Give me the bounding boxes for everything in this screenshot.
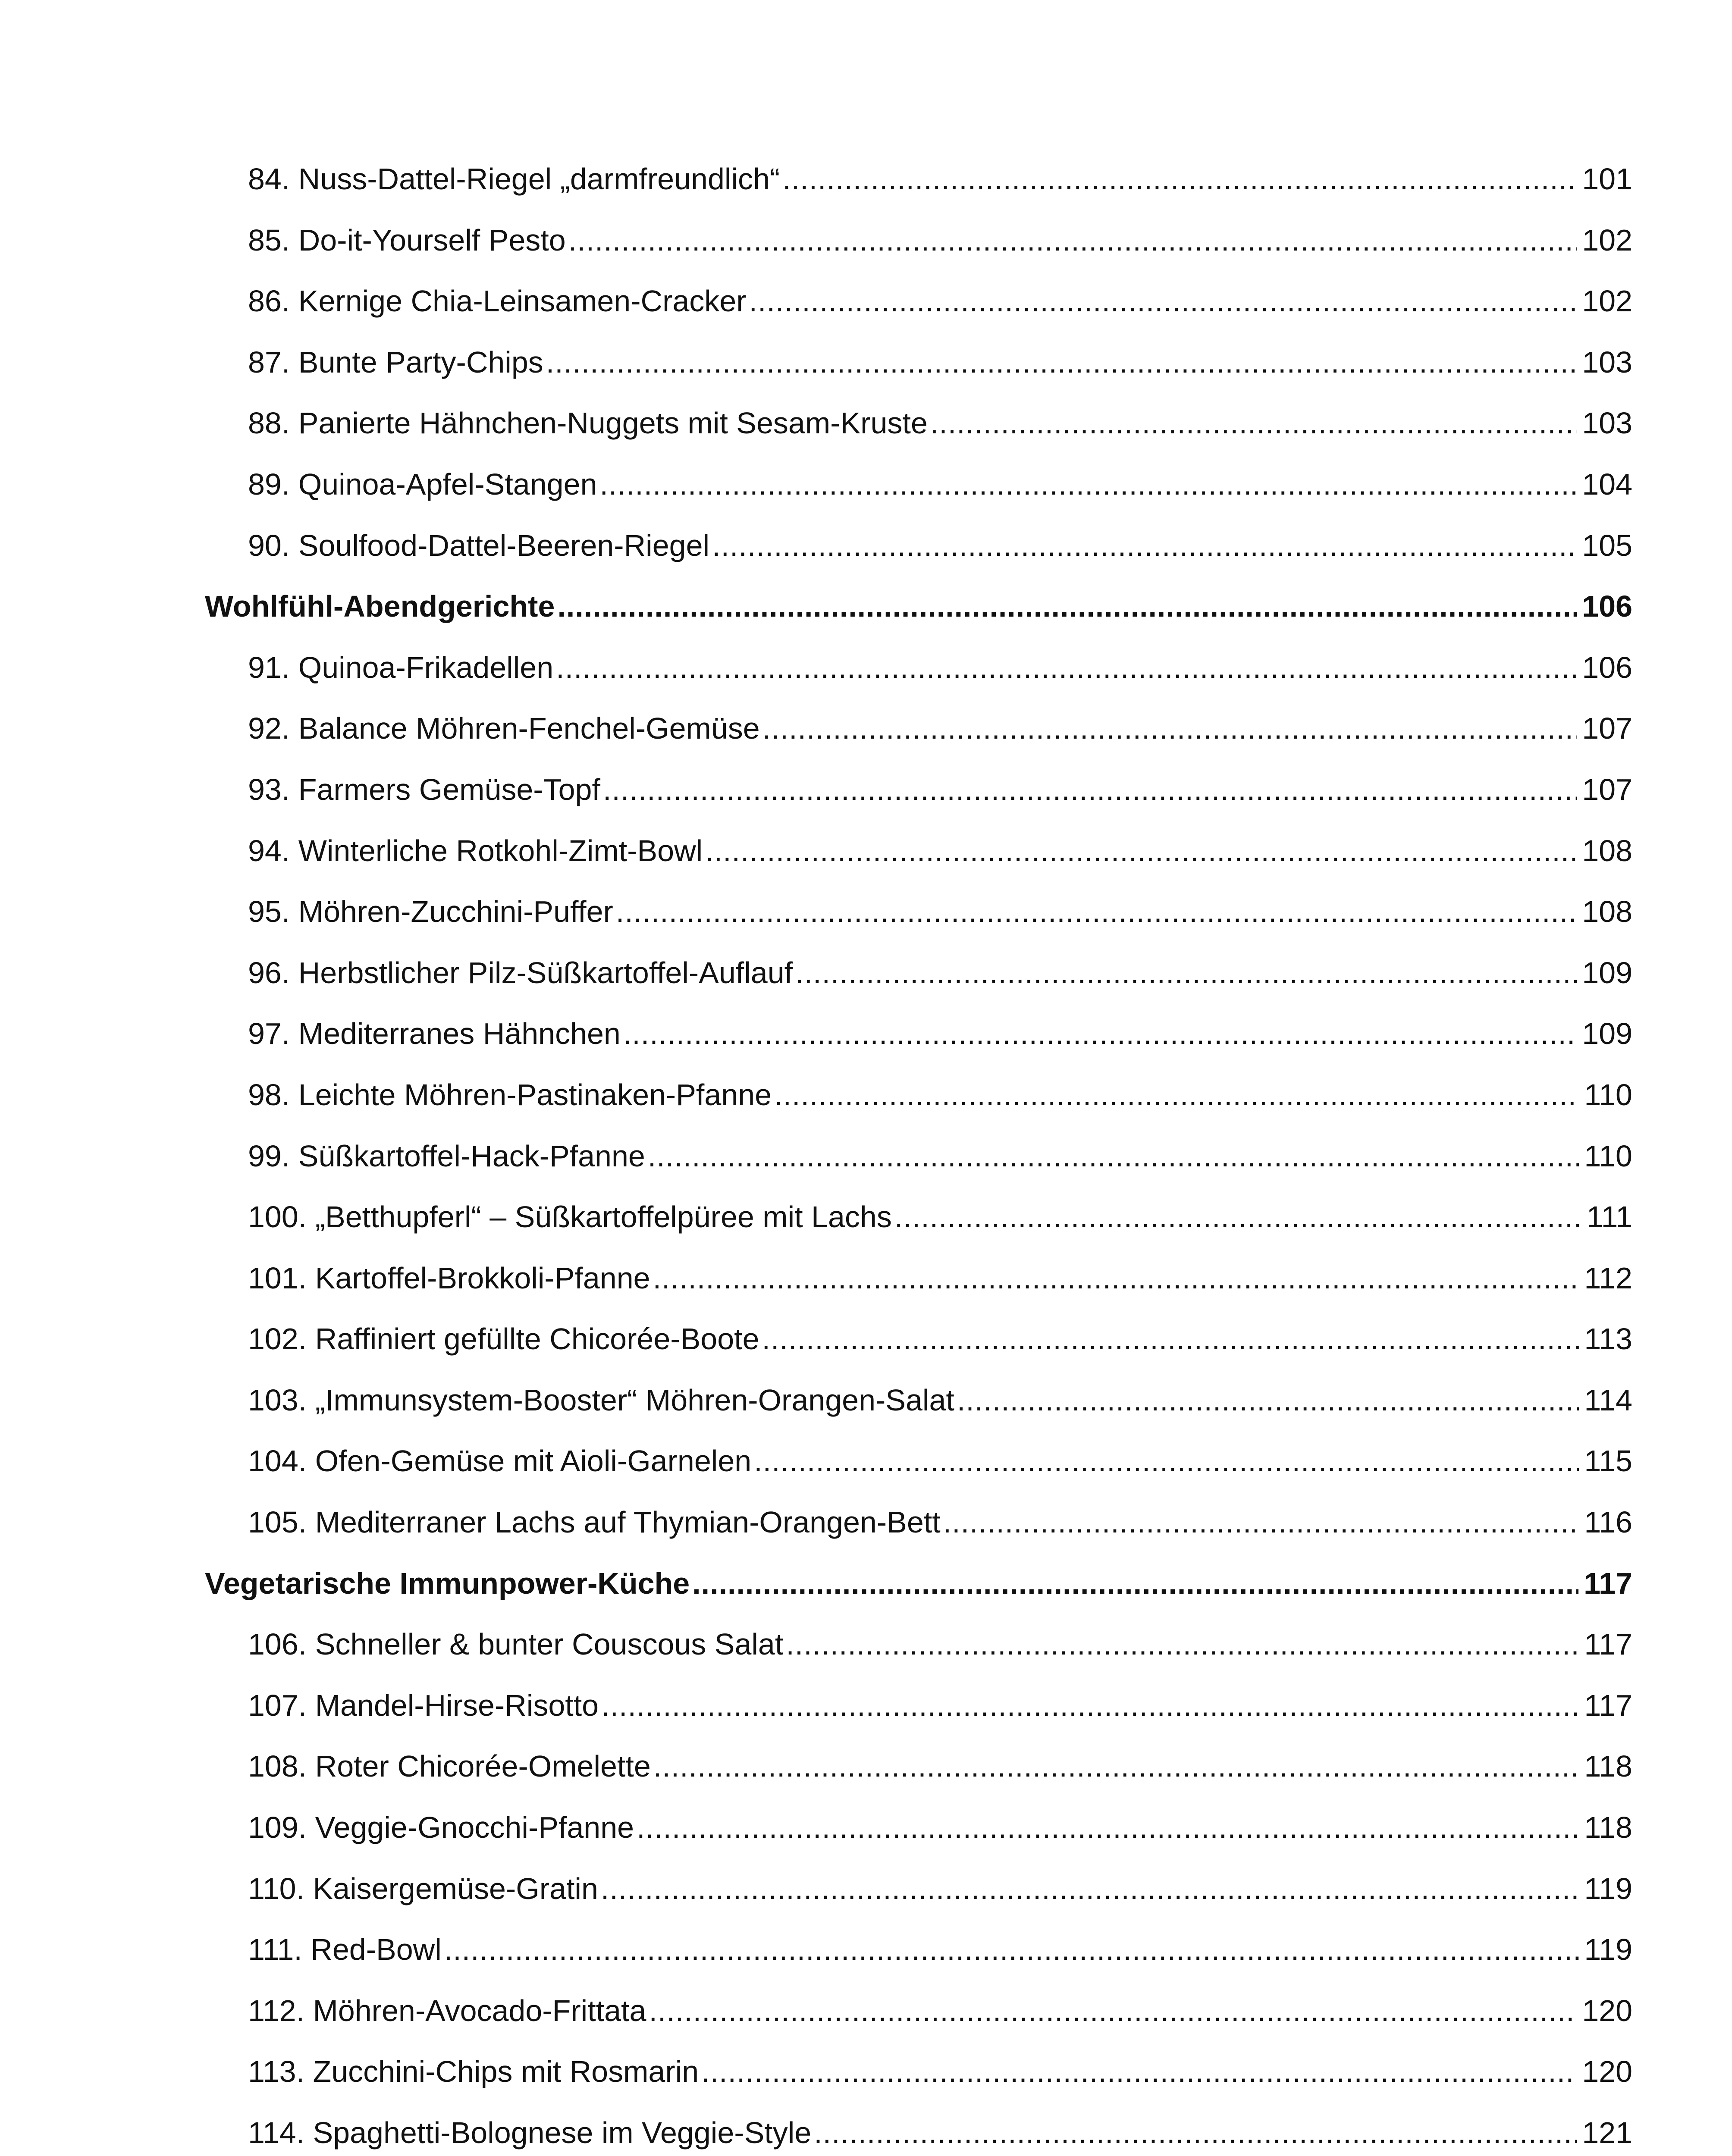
page-number: 118 [1584, 1749, 1632, 1783]
page-number: 103 [1582, 345, 1632, 379]
toc-entry[interactable] [205, 1309, 1632, 1370]
dot-leader [795, 943, 1577, 1004]
section-title: Wohlfühl-Abendgerichte [205, 589, 555, 624]
toc-entry[interactable] [205, 1797, 1632, 1858]
entry-title: 85. Do-it-Yourself Pesto [248, 223, 566, 257]
entry-title: 91. Quinoa-Frikadellen [248, 650, 554, 684]
entry-title: 84. Nuss-Dattel-Riegel „darmfreundlich“ [248, 162, 780, 196]
dot-leader [648, 1126, 1579, 1187]
dot-leader [701, 2041, 1577, 2103]
entry-title: 109. Veggie-Gnocchi-Pfanne [248, 1811, 634, 1845]
toc-entry[interactable] [205, 1187, 1632, 1248]
page-number: 113 [1584, 1322, 1632, 1356]
toc-entry[interactable] [205, 637, 1632, 699]
dot-leader [546, 332, 1577, 393]
dot-leader [568, 210, 1577, 271]
entry-title: 113. Zucchini-Chips mit Rosmarin [248, 2055, 699, 2089]
entry-title: 102. Raffiniert gefüllte Chicorée-Boote [248, 1322, 759, 1356]
page-number: 117 [1584, 1566, 1632, 1600]
entry-title: 111. Red-Bowl [248, 1933, 442, 1967]
entry-title: 108. Roter Chicorée-Omelette [248, 1749, 651, 1783]
entry-title: 88. Panierte Hähnchen-Nuggets mit Sesam-Kruste [248, 406, 928, 440]
toc-entry[interactable] [205, 332, 1632, 393]
dot-leader [649, 1981, 1577, 2042]
entry-title: 110. Kaisergemüse-Gratin [248, 1871, 598, 1905]
entry-title: 100. „Betthupferl“ – Süßkartoffelpüree mit Lachs [248, 1200, 892, 1234]
entry-title: 89. Quinoa-Apfel-Stangen [248, 467, 597, 501]
toc-entry[interactable] [205, 1003, 1632, 1065]
entry-title: 97. Mediterranes Hähnchen [248, 1017, 621, 1051]
entry-title: 87. Bunte Party-Chips [248, 345, 543, 379]
table-of-contents [205, 149, 1632, 2156]
page-number: 104 [1582, 467, 1632, 501]
dot-leader [599, 454, 1577, 515]
dot-leader [754, 1431, 1579, 1492]
page-number: 106 [1582, 650, 1632, 684]
entry-title: 86. Kernige Chia-Leinsamen-Cracker [248, 284, 747, 318]
page-number: 108 [1582, 834, 1632, 868]
page-number: 102 [1582, 223, 1632, 257]
page-number: 107 [1582, 772, 1632, 806]
entry-title: 99. Süßkartoffel-Hack-Pfanne [248, 1139, 645, 1173]
dot-leader [814, 2103, 1577, 2156]
toc-entry[interactable] [205, 149, 1632, 210]
page-number: 101 [1582, 162, 1632, 196]
dot-leader [762, 698, 1577, 759]
toc-entry[interactable] [205, 1431, 1632, 1492]
dot-leader [601, 1675, 1579, 1736]
entry-title: 96. Herbstlicher Pilz-Süßkartoffel-Auflauf [248, 956, 793, 990]
page-number: 120 [1582, 2055, 1632, 2089]
toc-entry[interactable] [205, 1675, 1632, 1736]
dot-leader [712, 515, 1577, 577]
page-number: 112 [1584, 1261, 1632, 1295]
section-title: Vegetarische Immunpower-Küche [205, 1566, 690, 1600]
entry-title: 101. Kartoffel-Brokkoli-Pfanne [248, 1261, 650, 1295]
dot-leader [762, 1309, 1579, 1370]
page-number: 107 [1582, 711, 1632, 746]
page-number: 111 [1586, 1200, 1632, 1234]
toc-entry[interactable] [205, 759, 1632, 821]
toc-entry[interactable] [205, 1492, 1632, 1553]
entry-title: 93. Farmers Gemüse-Topf [248, 772, 600, 806]
dot-leader [653, 1736, 1579, 1797]
page-number: 121 [1582, 2116, 1632, 2150]
toc-entry[interactable] [205, 1065, 1632, 1126]
page-number: 110 [1584, 1078, 1632, 1112]
dot-leader [623, 1003, 1577, 1065]
dot-leader [444, 1919, 1579, 1981]
page-number: 102 [1582, 284, 1632, 318]
toc-section-heading[interactable] [205, 1553, 1632, 1614]
entry-title: 94. Winterliche Rotkohl-Zimt-Bowl [248, 834, 703, 868]
toc-entry[interactable] [205, 393, 1632, 454]
page-number: 103 [1582, 406, 1632, 440]
dot-leader [557, 576, 1577, 637]
page-number: 110 [1584, 1139, 1632, 1173]
toc-entry[interactable] [205, 821, 1632, 882]
page-number: 115 [1584, 1444, 1632, 1478]
dot-leader [894, 1187, 1581, 1248]
toc-entry[interactable] [205, 2103, 1632, 2156]
toc-entry[interactable] [205, 1919, 1632, 1981]
toc-entry[interactable] [205, 454, 1632, 515]
page-number: 108 [1582, 895, 1632, 929]
toc-entry[interactable] [205, 1858, 1632, 1920]
dot-leader [653, 1248, 1579, 1309]
page-number: 109 [1582, 956, 1632, 990]
toc-entry[interactable] [205, 515, 1632, 577]
entry-title: 98. Leichte Möhren-Pastinaken-Pfanne [248, 1078, 772, 1112]
dot-leader [957, 1370, 1579, 1431]
entry-title: 92. Balance Möhren-Fenchel-Gemüse [248, 711, 760, 746]
dot-leader [774, 1065, 1579, 1126]
toc-entry[interactable] [205, 1370, 1632, 1431]
toc-entry[interactable] [205, 210, 1632, 271]
page-number: 119 [1584, 1933, 1632, 1967]
entry-title: 95. Möhren-Zucchini-Puffer [248, 895, 613, 929]
dot-leader [601, 1858, 1579, 1920]
entry-title: 107. Mandel-Hirse-Risotto [248, 1688, 599, 1722]
dot-leader [616, 881, 1577, 943]
toc-entry[interactable] [205, 2041, 1632, 2103]
toc-entry[interactable] [205, 1614, 1632, 1675]
dot-leader [603, 759, 1577, 821]
toc-entry[interactable] [205, 698, 1632, 759]
entry-title: 103. „Immunsystem-Booster“ Möhren-Orangen-Salat [248, 1383, 954, 1417]
toc-entry[interactable] [205, 1736, 1632, 1797]
dot-leader [930, 393, 1577, 454]
dot-leader [782, 149, 1577, 210]
dot-leader [943, 1492, 1579, 1553]
page-number: 117 [1584, 1627, 1632, 1661]
dot-leader [637, 1797, 1579, 1858]
page-number: 105 [1582, 528, 1632, 562]
entry-title: 112. Möhren-Avocado-Frittata [248, 1993, 646, 2028]
toc-entry[interactable] [205, 1981, 1632, 2042]
toc-entry[interactable] [205, 881, 1632, 943]
page-number: 109 [1582, 1017, 1632, 1051]
page-number: 114 [1584, 1383, 1632, 1417]
entry-title: 104. Ofen-Gemüse mit Aioli-Garnelen [248, 1444, 752, 1478]
toc-entry[interactable] [205, 1248, 1632, 1309]
dot-leader [556, 637, 1577, 699]
page-number: 120 [1582, 1993, 1632, 2028]
dot-leader [786, 1614, 1579, 1675]
entry-title: 106. Schneller & bunter Couscous Salat [248, 1627, 784, 1661]
page-number: 118 [1584, 1811, 1632, 1845]
page-number: 119 [1584, 1871, 1632, 1905]
entry-title: 105. Mediterraner Lachs auf Thymian-Orangen-Bett [248, 1505, 941, 1539]
page-number: 116 [1584, 1505, 1632, 1539]
toc-entry[interactable] [205, 943, 1632, 1004]
toc-entry[interactable] [205, 1126, 1632, 1187]
dot-leader [749, 271, 1577, 332]
entry-title: 114. Spaghetti-Bolognese im Veggie-Style [248, 2116, 812, 2150]
entry-title: 90. Soulfood-Dattel-Beeren-Riegel [248, 528, 710, 562]
toc-entry[interactable] [205, 271, 1632, 332]
page-number: 117 [1584, 1688, 1632, 1722]
page-number: 106 [1582, 589, 1632, 624]
dot-leader [705, 821, 1577, 882]
toc-section-heading[interactable] [205, 576, 1632, 637]
dot-leader [692, 1553, 1578, 1614]
